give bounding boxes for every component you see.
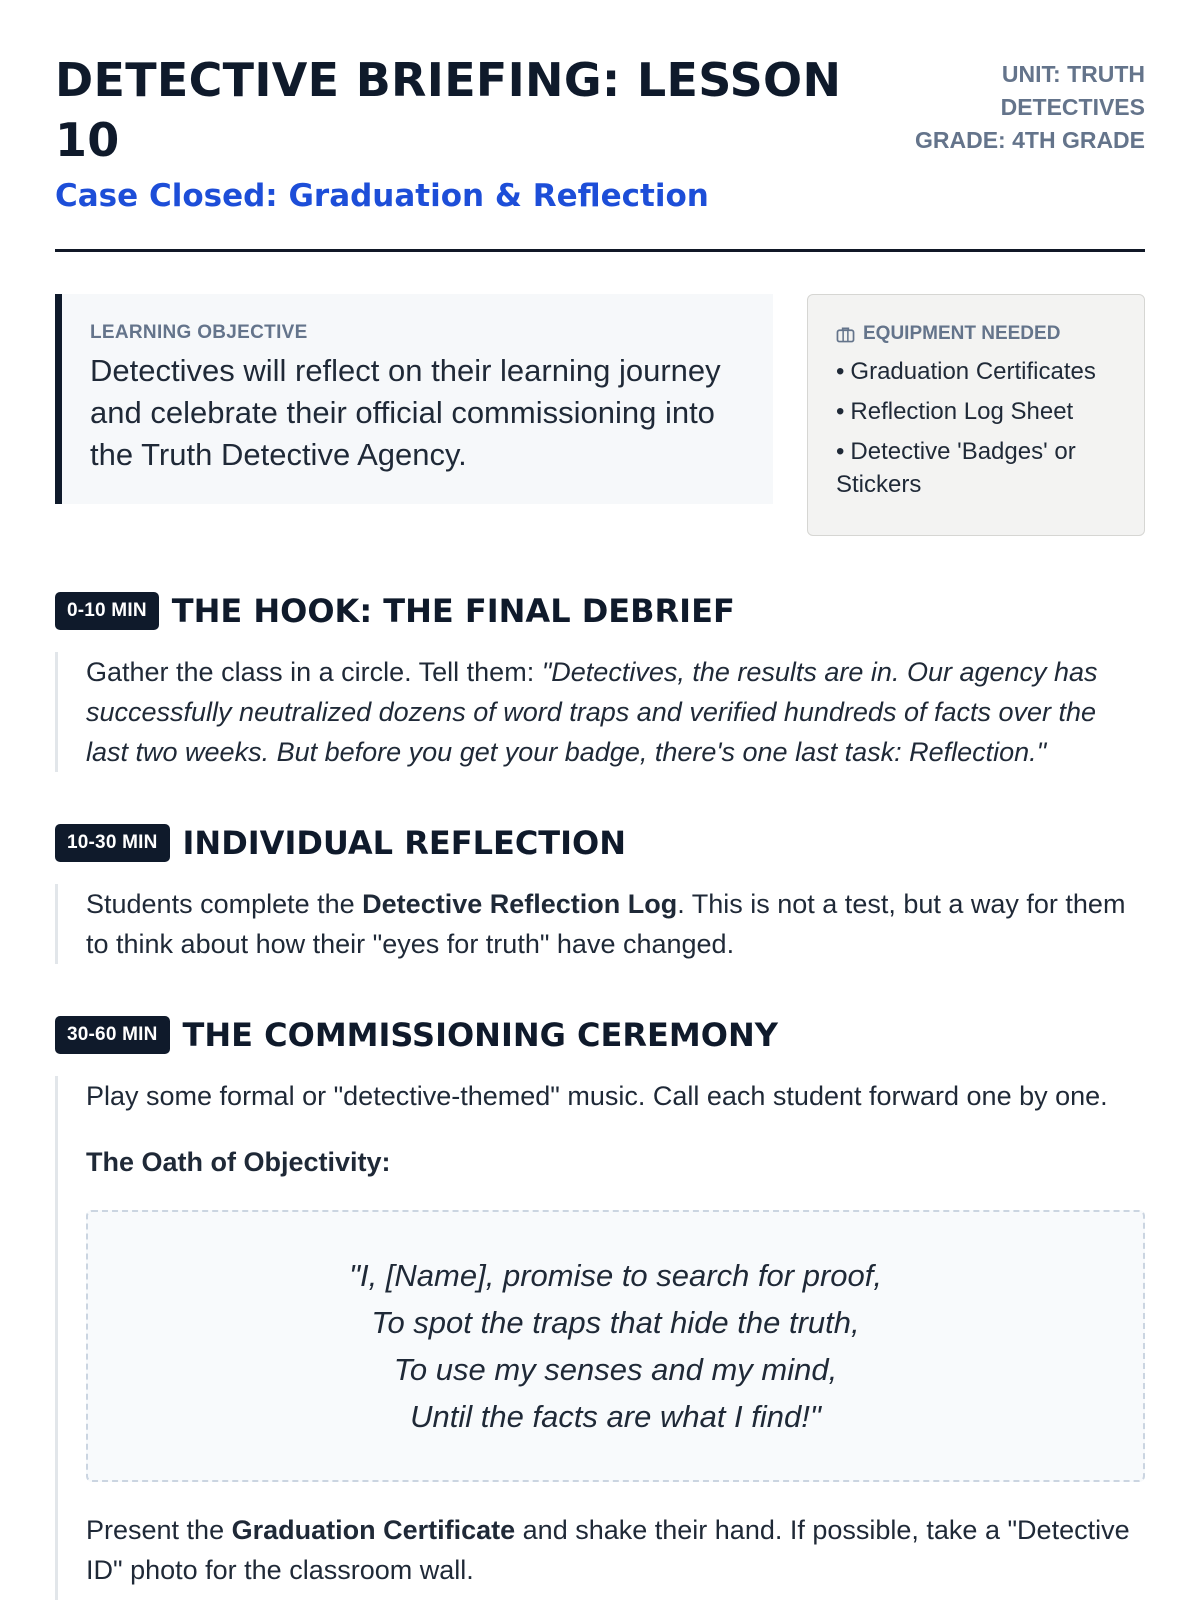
unit-label: UNIT: TRUTH DETECTIVES xyxy=(1000,61,1145,120)
section-body xyxy=(55,1076,1145,1600)
page-title: DETECTIVE BRIEFING: LESSON 10 xyxy=(55,53,842,167)
oath-box xyxy=(86,1210,1145,1482)
page-header xyxy=(55,0,1145,252)
learning-objective-box xyxy=(55,294,773,504)
equipment-list xyxy=(836,355,1118,501)
section-reflection xyxy=(55,824,1145,964)
time-badge: 0-10 MIN xyxy=(55,592,159,630)
section-ceremony xyxy=(55,1016,1145,1600)
body-text: Gather the class in a circle. Tell them: xyxy=(86,657,542,687)
body-text xyxy=(86,1510,1145,1590)
grade-label: GRADE: 4TH GRADE xyxy=(915,127,1146,153)
section-body xyxy=(55,652,1145,772)
section-body xyxy=(55,884,1145,964)
section-header xyxy=(55,592,1145,630)
section-header xyxy=(55,824,1145,862)
lesson-meta xyxy=(915,58,1145,157)
section-title: INDIVIDUAL REFLECTION xyxy=(182,824,627,862)
teacher-quote: "Detectives, the results are in. Our agency has successfully neutralized dozens of word traps and verified hundreds of facts over the last two weeks. But before you get your badge, there's one last task: Reflection." xyxy=(86,657,1098,767)
oath-line: To spot the traps that hide the truth, xyxy=(371,1305,860,1340)
section-header xyxy=(55,1016,1145,1054)
oath-line: To use my senses and my mind, xyxy=(393,1352,838,1387)
time-badge: 10-30 MIN xyxy=(55,824,170,862)
equipment-box xyxy=(807,294,1145,536)
overview-row xyxy=(55,294,1145,534)
time-badge: 30-60 MIN xyxy=(55,1016,170,1054)
body-text: Play some formal or "detective-themed" music. Call each student forward one by one. xyxy=(86,1081,1108,1111)
oath-label: The Oath of Objectivity: xyxy=(86,1147,391,1177)
body-text: Present the xyxy=(86,1515,232,1545)
oath-line: "I, [Name], promise to search for proof, xyxy=(348,1258,883,1293)
body-emphasis: Detective Reflection Log xyxy=(362,889,678,919)
oath-line: Until the facts are what I find!" xyxy=(410,1399,821,1434)
body-emphasis: Graduation Certificate xyxy=(231,1515,516,1545)
list-item: • Detective 'Badges' or Stickers xyxy=(836,438,1076,498)
equipment-item-label: Graduation Certificates xyxy=(850,358,1096,385)
objective-label: LEARNING OBJECTIVE xyxy=(90,322,308,343)
equipment-item-label: Reflection Log Sheet xyxy=(850,398,1074,425)
body-text: . This is not a test, but a way for them to think about how their "eyes for truth" have changed. xyxy=(86,889,1126,959)
equipment-item-label: Detective 'Badges' or Stickers xyxy=(836,438,1076,498)
list-item: • Graduation Certificates xyxy=(836,358,1096,385)
section-title: THE HOOK: THE FINAL DEBRIEF xyxy=(171,592,735,630)
page-subtitle: Case Closed: Graduation & Reflection xyxy=(55,178,709,214)
equipment-label: EQUIPMENT NEEDED xyxy=(863,323,1061,344)
equipment-header xyxy=(836,323,1118,345)
briefcase-icon xyxy=(836,326,855,343)
body-text: and shake their hand. If possible, take a "Detective ID" photo for the classroom wall. xyxy=(86,1515,1130,1585)
body-text: Students complete the xyxy=(86,889,363,919)
section-title: THE COMMISSIONING CEREMONY xyxy=(182,1016,778,1054)
section-hook xyxy=(55,592,1145,772)
objective-text: Detectives will reflect on their learning journey and celebrate their official commissioning into the Truth Detective Agency. xyxy=(90,353,721,472)
list-item: • Reflection Log Sheet xyxy=(836,398,1074,425)
